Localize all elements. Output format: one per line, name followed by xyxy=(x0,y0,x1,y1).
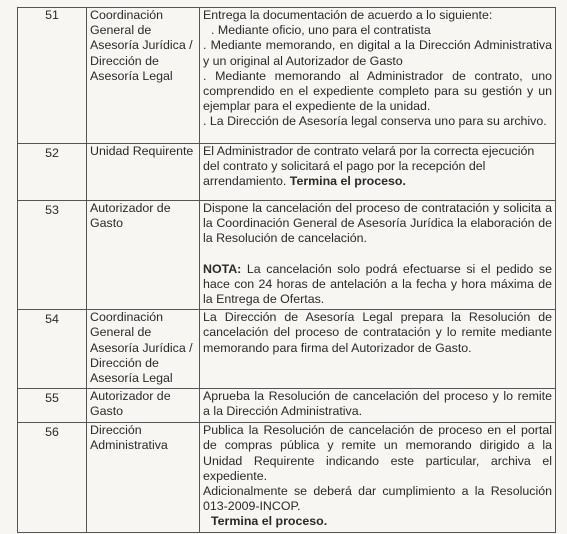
note-text: La cancelación solo podrá efectuarse si el pedido se hace con 24 horas de antelación a la fecha y hora máxima de la Entrega de Ofertas. xyxy=(203,261,552,307)
description-line: . La Dirección de Asesoría legal conserva uno para su archivo. xyxy=(203,114,547,129)
description-text: Dispone la cancelación del proceso de contratación y solicita a la Coordinación General de Asesoría Jurídica la elaboración de la Resolución de cancelación. xyxy=(203,201,552,246)
responsible-unit: Autorizador de Gasto xyxy=(87,201,200,310)
description-line: Entrega la documentación de acuerdo a lo siguiente: xyxy=(203,8,493,22)
responsible-unit: Coordinación General de Asesoría Jurídica / Dirección de Asesoría Legal xyxy=(87,8,200,144)
step-description xyxy=(200,389,556,423)
step-description xyxy=(200,310,556,389)
end-of-process-label: Termina el proceso. xyxy=(211,514,328,529)
step-number: 56 xyxy=(18,423,87,532)
description-line: . Mediante oficio, uno para el contratista xyxy=(211,23,431,38)
step-number: 55 xyxy=(18,389,87,423)
step-number: 51 xyxy=(18,8,87,144)
description-text: El Administrador de contrato velará por la correcta ejecución del contrato y solicitará el pago por la recepción del arrendamiento. xyxy=(203,144,535,189)
description-text: Aprueba la Resolución de cancelación del proceso y lo remite a la Dirección Administrativa. xyxy=(203,389,552,419)
description-line: . Mediante memorando, en digital a la Dirección Administrativa y un original al Autorizador de Gasto xyxy=(203,38,552,68)
description-text: Adicionalmente se deberá dar cumplimiento a la Resolución 013-2009-INCOP. xyxy=(203,484,552,514)
description-text: La Dirección de Asesoría Legal prepara la Resolución de cancelación del proceso de contratación y lo remite mediante memorando para firma del Autorizador de Gasto. xyxy=(203,310,552,355)
end-of-process-label: Termina el proceso. xyxy=(289,174,406,189)
table-row xyxy=(18,310,556,389)
responsible-unit: Coordinación General de Asesoría Jurídica / Dirección de Asesoría Legal xyxy=(87,310,200,389)
step-description xyxy=(200,8,556,144)
step-description xyxy=(200,423,556,532)
responsible-unit: Dirección Administrativa xyxy=(87,423,200,532)
table-row xyxy=(18,144,556,201)
description-line: . Mediante memorando al Administrador de contrato, uno comprendido en el expediente completo para su gestión y un ejemplar para el expediente de la unidad. xyxy=(203,68,552,114)
step-number: 54 xyxy=(18,310,87,389)
responsible-unit: Unidad Requirente xyxy=(87,144,200,201)
description-text: Publica la Resolución de cancelación de proceso en el portal de compras pública y remite un memorando dirigido a la Unidad Requirente indicando este particular, archiva el expediente. xyxy=(203,423,552,483)
spacer xyxy=(203,247,552,262)
step-description xyxy=(200,144,556,201)
step-description xyxy=(200,201,556,310)
step-number: 53 xyxy=(18,201,87,310)
step-number: 52 xyxy=(18,144,87,201)
responsible-unit: Autorizador de Gasto xyxy=(87,389,200,423)
table-row xyxy=(18,8,556,144)
procedure-table xyxy=(17,7,556,533)
table-row xyxy=(18,201,556,310)
table-row xyxy=(18,389,556,423)
note-label: NOTA: xyxy=(203,261,242,276)
table-row xyxy=(18,423,556,532)
